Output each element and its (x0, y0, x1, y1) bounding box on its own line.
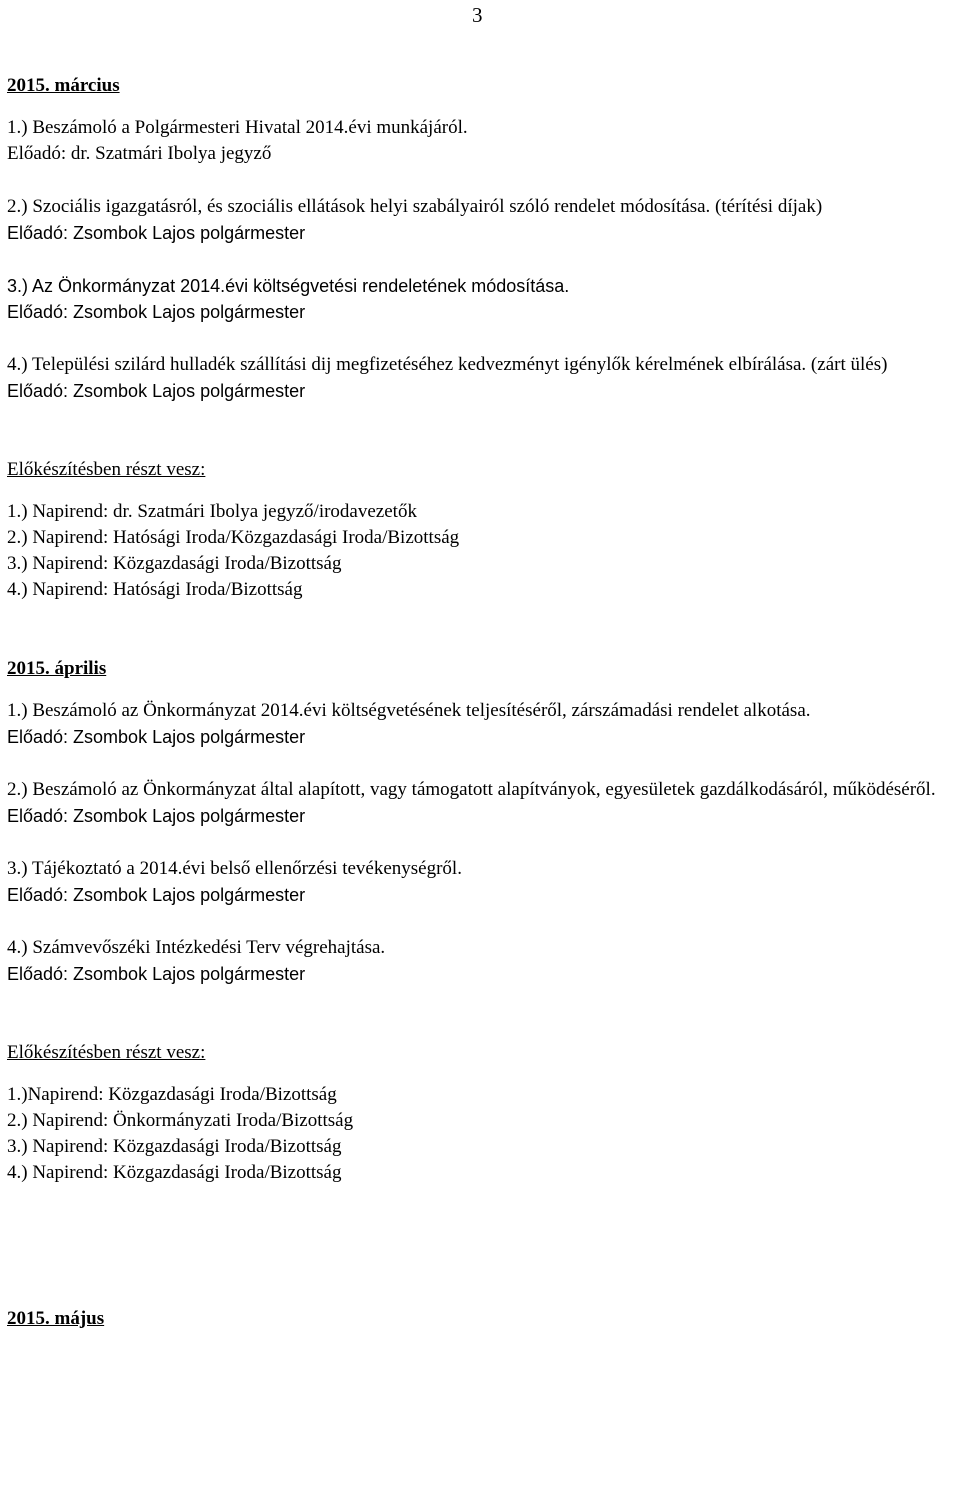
agenda-item-presenter: Előadó: Zsombok Lajos polgármester (7, 885, 306, 905)
preparation-item: 1.)Napirend: Közgazdasági Iroda/Bizottság (7, 1084, 337, 1105)
preparation-item: 2.) Napirend: Önkormányzati Iroda/Bizottság (7, 1110, 354, 1131)
preparation-heading: Előkészítésben részt vesz: (7, 1042, 206, 1063)
preparation-item: 4.) Napirend: Hatósági Iroda/Bizottság (7, 579, 303, 600)
preparation-item: 3.) Napirend: Közgazdasági Iroda/Bizottság (7, 1136, 342, 1157)
section-heading-march: 2015. március (7, 75, 120, 96)
agenda-item-presenter: Előadó: Zsombok Lajos polgármester (7, 806, 306, 826)
preparation-heading: Előkészítésben részt vesz: (7, 459, 206, 480)
agenda-item-presenter: Előadó: Zsombok Lajos polgármester (7, 302, 306, 322)
agenda-item-presenter: Előadó: Zsombok Lajos polgármester (7, 223, 306, 243)
preparation-item: 4.) Napirend: Közgazdasági Iroda/Bizottság (7, 1162, 342, 1183)
agenda-item-title: 1.) Beszámoló a Polgármesteri Hivatal 2014.évi munkájáról. (7, 117, 468, 138)
preparation-item: 1.) Napirend: dr. Szatmári Ibolya jegyző/irodavezetők (7, 501, 417, 522)
agenda-item-title: 2.) Beszámoló az Önkormányzat által alapított, vagy támogatott alapítványok, egyesületek gazdálkodásáról, működéséről. (7, 779, 936, 800)
agenda-item-title: 3.) Az Önkormányzat 2014.évi költségvetési rendeletének módosítása. (7, 276, 570, 296)
document-body (7, 73, 955, 1332)
agenda-item-presenter: Előadó: Zsombok Lajos polgármester (7, 381, 306, 401)
agenda-item-title: 4.) Települési szilárd hulladék szállítási dij megfizetéséhez kedvezményt igénylők kérelmének elbírálása. (zárt ülés) (7, 354, 888, 375)
agenda-item-presenter: Előadó: Zsombok Lajos polgármester (7, 727, 306, 747)
agenda-item-title: 3.) Tájékoztató a 2014.évi belső ellenőrzési tevékenységről. (7, 858, 462, 879)
section-heading-may: 2015. május (7, 1308, 105, 1329)
agenda-item-title: 1.) Beszámoló az Önkormányzat 2014.évi költségvetésének teljesítéséről, zárszámadási rendelet alkotása. (7, 700, 811, 721)
agenda-item-title: 4.) Számvevőszéki Intézkedési Terv végrehajtása. (7, 937, 386, 958)
preparation-item: 3.) Napirend: Közgazdasági Iroda/Bizottság (7, 553, 342, 574)
agenda-item-title: 2.) Szociális igazgatásról, és szociális ellátások helyi szabályairól szóló rendelet módosítása. (térítési díjak) (7, 196, 823, 217)
page-number: 3 (472, 3, 483, 27)
agenda-item-presenter: Előadó: Zsombok Lajos polgármester (7, 964, 306, 984)
section-heading-april: 2015. április (7, 658, 107, 679)
agenda-item-presenter: Előadó: dr. Szatmári Ibolya jegyző (7, 143, 272, 164)
preparation-item: 2.) Napirend: Hatósági Iroda/Közgazdasági Iroda/Bizottság (7, 527, 460, 548)
